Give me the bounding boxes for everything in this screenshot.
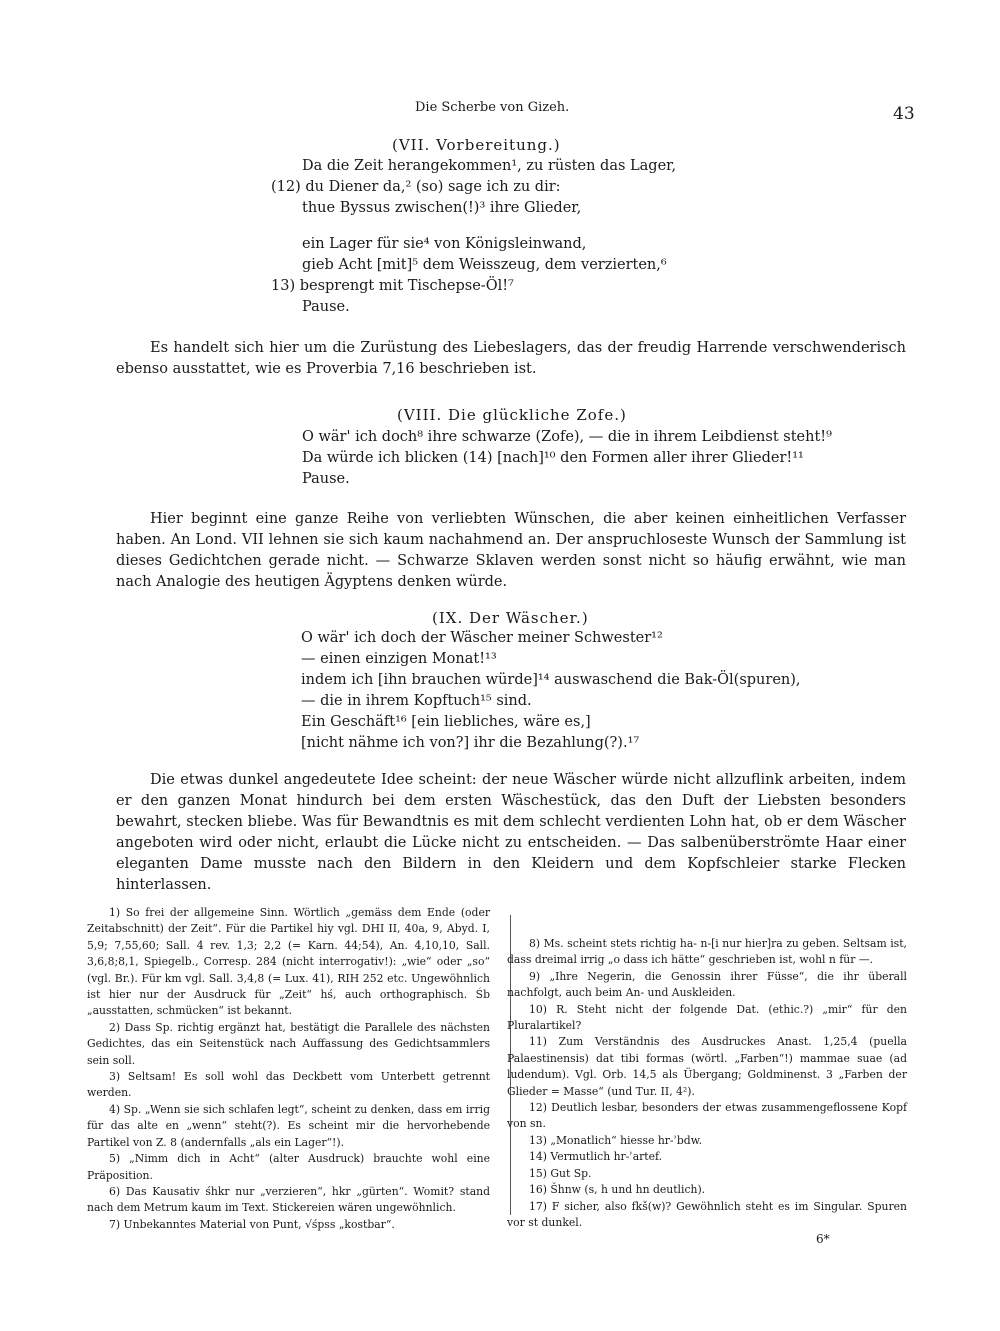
verse-gap — [271, 219, 676, 234]
footnote: 7) Unbekanntes Material von Punt, √śpss „kostbar“. — [109, 1217, 395, 1231]
footnote: 16) Šhnw (s, h und hn deutlich). — [529, 1183, 706, 1197]
verse-line: — die in ihrem Kopftuch¹⁵ sind. — [301, 693, 532, 709]
section-title-ix: (IX. Der Wäscher.) — [432, 609, 589, 627]
footnote: 4) Sp. „Wenn sie sich schlafen legt“, scheint zu denken, dass em irrig für das alte en „wenn“ steht(?). Es scheint mir die hervorhebende Partikel von Z. 8 (andernfalls „als ein Lager“!). — [87, 1102, 490, 1149]
footnote: 10) R. Steht nicht der folgende Dat. (ethic.?) „mir“ für den Pluralartikel? — [507, 1002, 907, 1033]
footnote: 1) So frei der allgemeine Sinn. Wörtlich „gemäss dem Ende (oder Zeitabschnitt) der Zeit“. Für die Partikel hiy vgl. DHI II, 40a, 9, Abyd. I, 5,9; 7,55,60; Sall. 4 rev. 1,3; 2,2 (= Karn. 44;54), An. 4,10,10, Sall. 3,6,8;8,1, Spiegelb., Corresp. 284 (nicht interrogativ!): „wie“ oder „so“ (vgl. Br.). Für km vgl. Sall. 3,4,8 (= Lux. 41), RIH 252 etc. Ungewöhnlich ist hier nur der Ausdruck für „Zeit“ hś, auch orthographisch. Śb „ausstatten, schmücken“ ist bekannt. — [87, 906, 490, 1018]
verse-line: gieb Acht [mit]⁵ dem Weisszeug, dem verzierten,⁶ — [302, 257, 667, 273]
verse-line: O wär' ich doch⁸ ihre schwarze (Zofe), — die in ihrem Leibdienst steht!⁹ — [302, 429, 832, 445]
footnotes-left-column — [87, 905, 490, 1233]
verse-line: (12) du Diener da,² (so) sage ich zu dir: — [271, 179, 561, 195]
signature-mark: 6* — [816, 1232, 830, 1246]
footnote: 9) „Ihre Negerin, die Genossin ihrer Füsse“, die ihr überall nachfolgt, auch beim An- und Auskleiden. — [507, 969, 907, 1000]
footnote: 6) Das Kausativ śhkr nur „verzieren“, hkr „gürten“. Womit? stand nach dem Metrum kaum im Text. Stickereien wären ungewöhnlich. — [87, 1184, 490, 1215]
footnote: 13) „Monatlich“ hiesse hr-ʾbdw. — [529, 1133, 703, 1147]
footnote: 8) Ms. scheint stets richtig ha- n-[i nur hier]ra zu geben. Seltsam ist, dass dreimal irrig „o dass ich hätte“ geschrieben ist, wohl n für —. — [507, 937, 907, 967]
commentary-paragraph-1: Es handelt sich hier um die Zurüstung des Liebeslagers, das der freudig Harrende verschwenderisch ebenso ausstattet, wie es Proverbia 7,16 beschrieben ist. — [116, 340, 906, 377]
footnote: 17) F sicher, also fkš(w)? Gewöhnlich steht es im Singular. Spuren vor st dunkel. — [507, 1199, 907, 1229]
section-ix-verse — [301, 628, 801, 754]
page-number: 43 — [893, 104, 915, 124]
commentary-paragraph-2: Hier beginnt eine ganze Reihe von verliebten Wünschen, die aber keinen einheitlichen Verfasser haben. An Lond. VII lehnen sie sich kaum nachahmend an. Der anspruchloseste Wunsch der Sammlung ist dieses Gedichtchen gerade nicht. — Schwarze Sklaven werden sonst nicht so häufig erwähnt, wie man nach Analogie des heutigen Ägyptens denken würde. — [116, 511, 906, 590]
footnote: 11) Zum Verständnis des Ausdruckes Anast. 1,25,4 (puella Palaestinensis) dat tibi formas (wörtl. „Farben“!) mammae suae (ad ludendum). Vgl. Orb. 14,5 als Übergang; Goldminenst. 3 „Farben der Glieder = Masse“ (und Tur. II, 4²). — [507, 1035, 907, 1098]
section-viii-verse — [302, 427, 832, 490]
running-header: Die Scherbe von Gizeh. — [415, 100, 570, 115]
section-title-vii: (VII. Vorbereitung.) — [392, 136, 561, 154]
verse-line: 13) besprengt mit Tischepse-Öl!⁷ — [271, 278, 514, 294]
footnote: 14) Vermutlich hr-ʾartef. — [529, 1150, 663, 1164]
footnote: 15) Gut Sp. — [529, 1166, 592, 1180]
section-title-viii: (VIII. Die glückliche Zofe.) — [397, 406, 627, 424]
verse-line: Da die Zeit herangekommen¹, zu rüsten das Lager, — [302, 158, 677, 174]
verse-line: Da würde ich blicken (14) [nach]¹⁰ den Formen aller ihrer Glieder!¹¹ — [302, 450, 804, 466]
footnote: 12) Deutlich lesbar, besonders der etwas zusammengeflossene Kopf von sn. — [507, 1101, 907, 1131]
verse-line: Ein Geschäft¹⁶ [ein liebliches, wäre es,] — [301, 714, 591, 730]
verse-line: Pause. — [302, 471, 350, 487]
footnotes-right-column — [507, 936, 907, 1231]
verse-line: Pause. — [302, 299, 350, 315]
verse-line: indem ich [ihn brauchen würde]¹⁴ auswaschend die Bak-Öl(spuren), — [301, 672, 801, 688]
section-vii-verse — [271, 156, 676, 318]
verse-line: — einen einzigen Monat!¹³ — [301, 651, 497, 667]
verse-line: ein Lager für sie⁴ von Königsleinwand, — [302, 236, 587, 252]
footnote: 5) „Nimm dich in Acht“ (alter Ausdruck) brauchte wohl eine Präposition. — [87, 1152, 490, 1182]
verse-line: [nicht nähme ich von?] ihr die Bezahlung(?).¹⁷ — [301, 735, 640, 751]
commentary-paragraph-3: Die etwas dunkel angedeutete Idee scheint: der neue Wäscher würde nicht allzuflink arbeiten, indem er den ganzen Monat hindurch bei dem ersten Wäschestück, das den Duft der Liebsten besonders bewahrt, stecken bliebe. Was für Bewandtnis es mit dem schlecht verdienten Lohn hat, ob er dem Wäscher angeboten wird oder nicht, erlaubt die Lücke nicht zu entscheiden. — Das salbenüberströmte Haar einer eleganten Dame musste nach den Bildern in den Kleidern und dem Kopfschleier starke Flecken hinterlassen. — [116, 772, 906, 893]
verse-line: O wär' ich doch der Wäscher meiner Schwester¹² — [301, 630, 663, 646]
footnote: 2) Dass Sp. richtig ergänzt hat, bestätigt die Parallele des nächsten Gedichtes, das ein Seitenstück nach Auffassung des Gedichtsammlers sein soll. — [87, 1020, 490, 1067]
verse-line: thue Byssus zwischen(!)³ ihre Glieder, — [302, 200, 582, 216]
footnote: 3) Seltsam! Es soll wohl das Deckbett vom Unterbett getrennt werden. — [87, 1070, 490, 1100]
